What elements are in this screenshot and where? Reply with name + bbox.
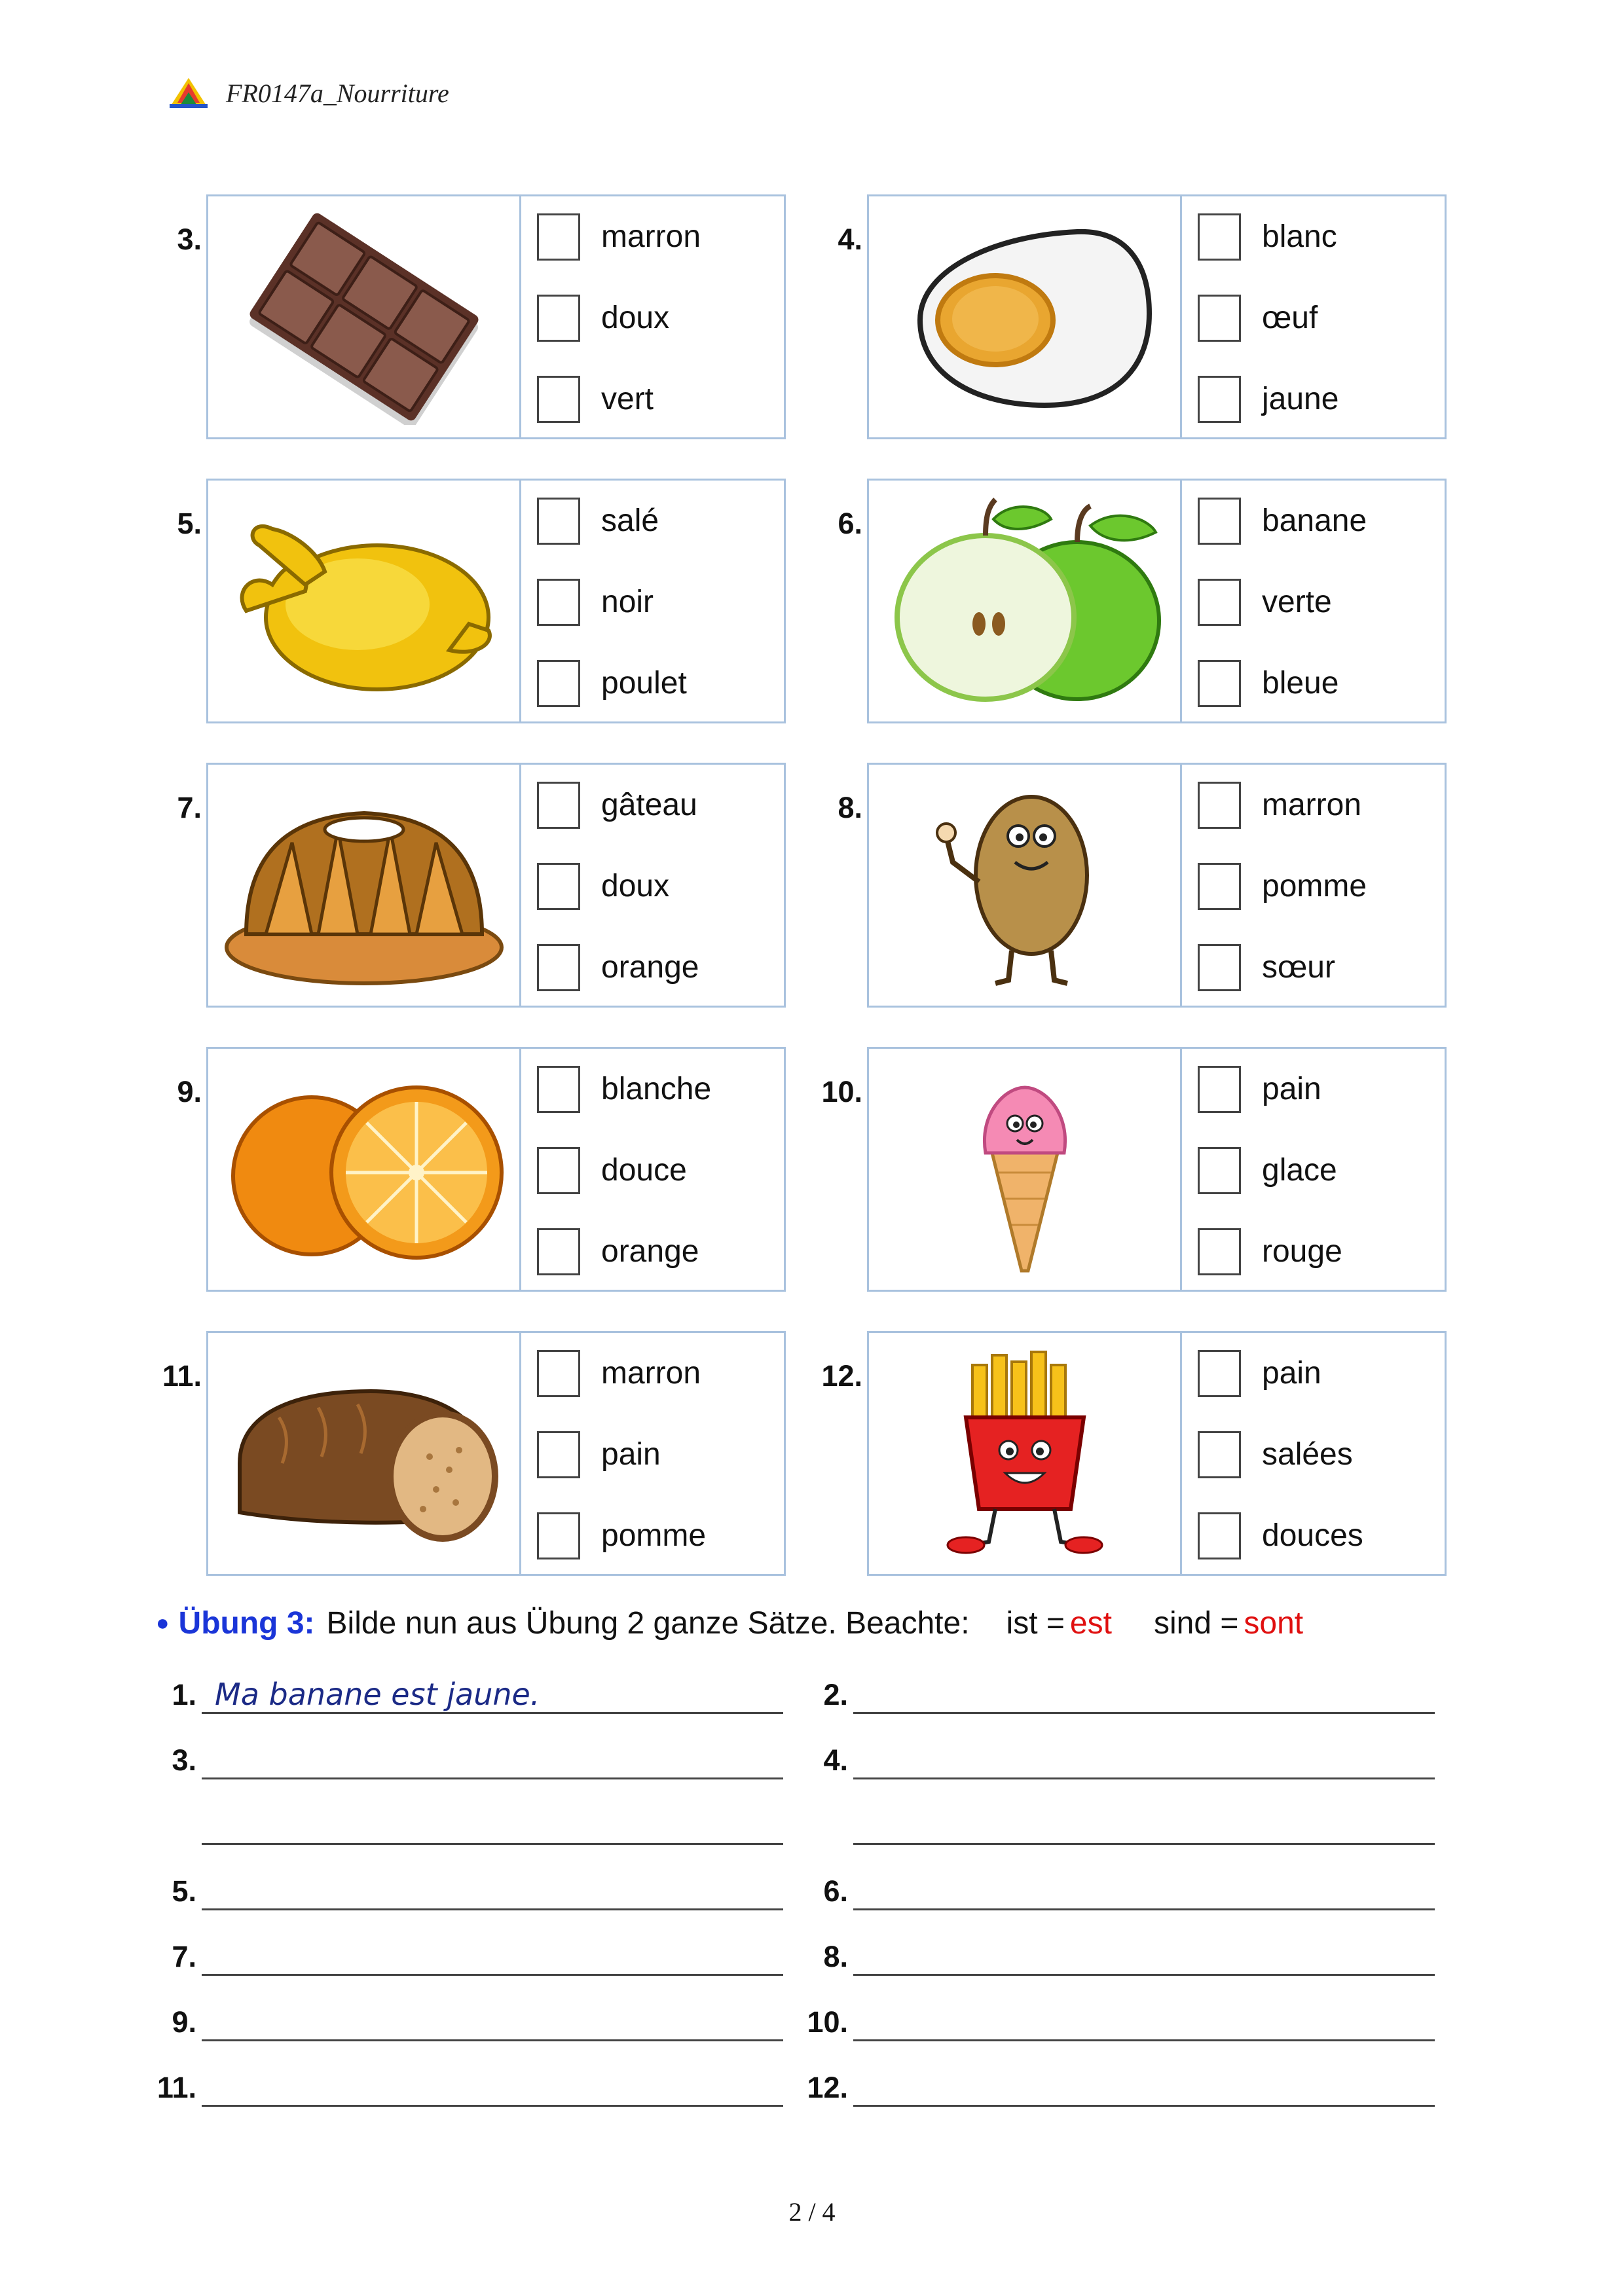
checkbox[interactable]	[537, 498, 580, 545]
card-image	[869, 481, 1182, 721]
line-number: 2.	[823, 1678, 848, 1711]
card-image	[208, 765, 521, 1006]
checkbox[interactable]	[1198, 782, 1241, 829]
checkbox[interactable]	[537, 1147, 580, 1194]
logo-icon	[167, 77, 210, 109]
option-label: salé	[601, 503, 659, 538]
exercise-card	[177, 1047, 786, 1292]
option-label: sœur	[1262, 950, 1335, 985]
option	[1198, 1431, 1445, 1512]
option	[537, 1512, 784, 1594]
line-number: 5.	[172, 1874, 196, 1908]
option	[537, 1066, 784, 1147]
card-number: 8.	[838, 791, 862, 824]
writing-line[interactable]	[853, 2039, 1435, 2041]
potato-character-icon	[881, 777, 1169, 993]
hint-sont: sont	[1244, 1606, 1304, 1641]
option	[537, 1228, 784, 1309]
writing-line[interactable]	[202, 1974, 783, 1976]
card-image	[208, 1049, 521, 1290]
card-image	[869, 765, 1182, 1006]
checkbox[interactable]	[537, 376, 580, 423]
exercise-instruction: Bilde nun aus Übung 2 ganze Sätze. Beachte:	[326, 1606, 970, 1641]
exercise-card	[838, 479, 1447, 723]
option-label: doux	[601, 869, 670, 903]
writing-line[interactable]	[202, 2039, 783, 2041]
options	[1182, 481, 1445, 721]
checkbox[interactable]	[1198, 579, 1241, 626]
hint-est: est	[1069, 1606, 1112, 1641]
bread-loaf-icon	[220, 1345, 508, 1561]
checkbox[interactable]	[537, 1512, 580, 1559]
option	[1198, 498, 1445, 579]
option-label: glace	[1262, 1153, 1337, 1188]
option	[1198, 782, 1445, 863]
options	[521, 765, 784, 1006]
option-label: banane	[1262, 503, 1367, 538]
card-number: 5.	[177, 507, 202, 540]
checkbox[interactable]	[1198, 1512, 1241, 1559]
option	[1198, 1512, 1445, 1594]
option	[1198, 1147, 1445, 1228]
checkbox[interactable]	[1198, 295, 1241, 342]
writing-line[interactable]	[853, 1712, 1435, 1714]
option	[1198, 1350, 1445, 1431]
oranges-icon	[220, 1061, 508, 1277]
option	[1198, 1066, 1445, 1147]
card-image	[208, 196, 521, 437]
exercise-3-heading	[156, 1605, 1303, 1641]
options	[1182, 1333, 1445, 1574]
option-label: orange	[601, 950, 699, 985]
line-number: 4.	[823, 1743, 848, 1777]
writing-line[interactable]	[853, 1843, 1435, 1845]
option-label: pain	[1262, 1072, 1321, 1106]
checkbox[interactable]	[537, 944, 580, 991]
option-label: pomme	[1262, 869, 1367, 903]
card-number: 6.	[838, 507, 862, 540]
chocolate-bar-icon	[220, 209, 508, 425]
card-number: 4.	[838, 223, 862, 256]
hint-ist: ist =	[1006, 1606, 1065, 1641]
option-label: douces	[1262, 1518, 1363, 1553]
checkbox[interactable]	[537, 863, 580, 910]
card-number: 10.	[821, 1075, 862, 1108]
writing-line[interactable]	[853, 1777, 1435, 1779]
option-label: blanche	[601, 1072, 712, 1106]
option-label: vert	[601, 382, 654, 416]
option-label: œuf	[1262, 301, 1318, 335]
option-label: pain	[601, 1437, 661, 1472]
checkbox[interactable]	[537, 660, 580, 707]
writing-line[interactable]	[202, 1777, 783, 1779]
checkbox[interactable]	[537, 1431, 580, 1478]
exercise-card	[177, 763, 786, 1008]
line-number: 8.	[823, 1940, 848, 1973]
checkbox[interactable]	[1198, 944, 1241, 991]
card-number: 3.	[177, 223, 202, 256]
card-number: 9.	[177, 1075, 202, 1108]
checkbox[interactable]	[1198, 1350, 1241, 1397]
checkbox[interactable]	[1198, 863, 1241, 910]
checkbox[interactable]	[1198, 1066, 1241, 1113]
exercise-card	[162, 1331, 786, 1576]
writing-line[interactable]	[853, 2105, 1435, 2107]
option-label: doux	[601, 301, 670, 335]
option-label: douce	[601, 1153, 687, 1188]
option-label: orange	[601, 1234, 699, 1269]
option-label: jaune	[1262, 382, 1339, 416]
green-apples-icon	[881, 493, 1169, 709]
checkbox[interactable]	[1198, 660, 1241, 707]
card-image	[869, 196, 1182, 437]
checkbox[interactable]	[537, 1228, 580, 1275]
card-number: 11.	[162, 1359, 202, 1393]
card-image	[208, 481, 521, 721]
writing-line[interactable]	[202, 1908, 783, 1910]
option	[537, 498, 784, 579]
option-label: bleue	[1262, 666, 1339, 701]
line-number: 9.	[172, 2005, 196, 2039]
option	[1198, 1228, 1445, 1309]
french-fries-character-icon	[881, 1345, 1169, 1561]
option	[537, 579, 784, 660]
line-number: 11.	[157, 2071, 196, 2104]
option	[1198, 944, 1445, 1025]
option-label: pain	[1262, 1356, 1321, 1391]
document-code: FR0147a_Nourriture	[226, 78, 449, 108]
option	[537, 944, 784, 1025]
card-image	[869, 1049, 1182, 1290]
card-number: 12.	[821, 1359, 862, 1393]
page-number: 2 / 4	[788, 2197, 836, 2227]
options	[521, 196, 784, 437]
option	[537, 1350, 784, 1431]
card-number: 7.	[177, 791, 202, 824]
checkbox[interactable]	[1198, 1431, 1241, 1478]
exercise-title: Übung 3:	[178, 1606, 315, 1641]
exercise-card	[177, 479, 786, 723]
option-label: marron	[601, 1356, 701, 1391]
exercise-card	[821, 1047, 1447, 1292]
exercise-card	[821, 1331, 1447, 1576]
checkbox[interactable]	[537, 579, 580, 626]
exercise-card	[177, 194, 786, 439]
checkbox[interactable]	[537, 782, 580, 829]
ice-cream-cone-icon	[881, 1061, 1169, 1277]
options	[1182, 196, 1445, 437]
option	[537, 863, 784, 944]
checkbox[interactable]	[1198, 1228, 1241, 1275]
checkbox[interactable]	[537, 1066, 580, 1113]
card-image	[869, 1333, 1182, 1574]
options	[521, 481, 784, 721]
option-label: blanc	[1262, 219, 1337, 254]
option	[1198, 579, 1445, 660]
handwritten-answer: Ma banane est jaune.	[215, 1677, 540, 1712]
option	[537, 213, 784, 295]
option-label: noir	[601, 585, 654, 619]
checkbox[interactable]	[1198, 498, 1241, 545]
option-label: pomme	[601, 1518, 707, 1553]
writing-line[interactable]	[202, 1843, 783, 1845]
option	[1198, 295, 1445, 376]
option	[537, 1147, 784, 1228]
header	[167, 73, 449, 113]
option-label: verte	[1262, 585, 1332, 619]
option-label: poulet	[601, 666, 687, 701]
option	[1198, 376, 1445, 457]
option	[537, 295, 784, 376]
option-label: marron	[1262, 788, 1362, 822]
checkbox[interactable]	[537, 1350, 580, 1397]
checkbox[interactable]	[1198, 376, 1241, 423]
boiled-egg-icon	[881, 209, 1169, 425]
checkbox[interactable]	[537, 295, 580, 342]
option	[537, 782, 784, 863]
exercise-card	[838, 763, 1447, 1008]
option-label: rouge	[1262, 1234, 1342, 1269]
writing-line[interactable]	[853, 1974, 1435, 1976]
writing-line[interactable]	[853, 1908, 1435, 1910]
options	[521, 1333, 784, 1574]
option	[537, 376, 784, 457]
option	[1198, 660, 1445, 741]
line-number: 6.	[823, 1874, 848, 1908]
checkbox[interactable]	[1198, 213, 1241, 261]
writing-line[interactable]	[202, 1712, 783, 1714]
options	[521, 1049, 784, 1290]
option-label: gâteau	[601, 788, 697, 822]
option-label: salées	[1262, 1437, 1353, 1472]
roast-chicken-icon	[220, 493, 508, 709]
hint-sind: sind =	[1153, 1606, 1239, 1641]
option	[1198, 213, 1445, 295]
checkbox[interactable]	[1198, 1147, 1241, 1194]
option	[537, 660, 784, 741]
line-number: 1.	[172, 1678, 196, 1711]
bundt-cake-icon	[220, 777, 508, 993]
option	[1198, 863, 1445, 944]
line-number: 3.	[172, 1743, 196, 1777]
line-number: 12.	[807, 2071, 848, 2104]
bullet-icon: ●	[156, 1611, 170, 1635]
line-number: 10.	[807, 2005, 848, 2039]
exercise-card	[838, 194, 1447, 439]
options	[1182, 765, 1445, 1006]
checkbox[interactable]	[537, 213, 580, 261]
option-label: marron	[601, 219, 701, 254]
writing-line[interactable]	[202, 2105, 783, 2107]
option	[537, 1431, 784, 1512]
card-image	[208, 1333, 521, 1574]
options	[1182, 1049, 1445, 1290]
line-number: 7.	[172, 1940, 196, 1973]
